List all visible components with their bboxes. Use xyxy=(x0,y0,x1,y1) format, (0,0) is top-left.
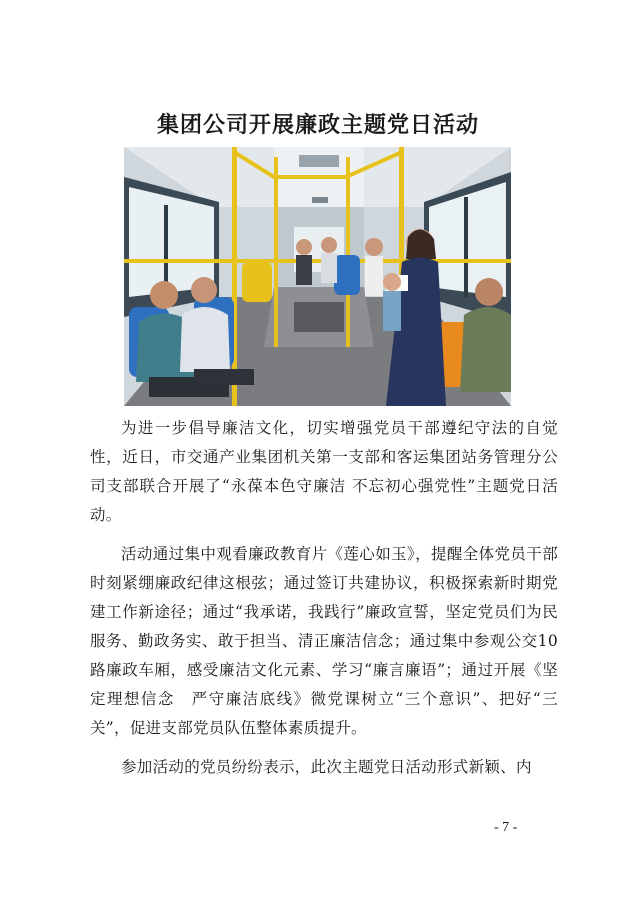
paragraph: 活动通过集中观看廉政教育片《莲心如玉》，提醒全体党员干部时刻紧绷廉政纪律这根弦；通过签订共建协议，积极探索新时期党建工作新途径；通过“我承诺，我践行”廉政宣誓，坚定党员们为民服务、勤政务实、敢于担当、清正廉洁信念；通过集中参观公交10路廉政车厢，感受廉洁文化元素、学习“廉言廉语”；通过开展《坚定理想信念 严守廉洁底线》微党课树立“三个意识”、把好“三关”，促进支部党员队伍整体素质提升。 xyxy=(90,545,558,737)
page-number: - 7 - xyxy=(494,820,518,835)
paragraph: 为进一步倡导廉洁文化，切实增强党员干部遵纪守法的自觉性，近日，市交通产业集团机关第一支部和客运集团站务管理分公司支部联合开展了“永葆本色守廉洁 不忘初心强党性”主题党日活动。 xyxy=(90,419,558,524)
bus-interior-photo xyxy=(124,147,511,406)
document-title: 集团公司开展廉政主题党日活动 xyxy=(156,113,479,138)
paragraph: 参加活动的党员纷纷表示，此次主题党日活动形式新颖、内 xyxy=(121,758,532,776)
body-text xyxy=(90,414,558,782)
